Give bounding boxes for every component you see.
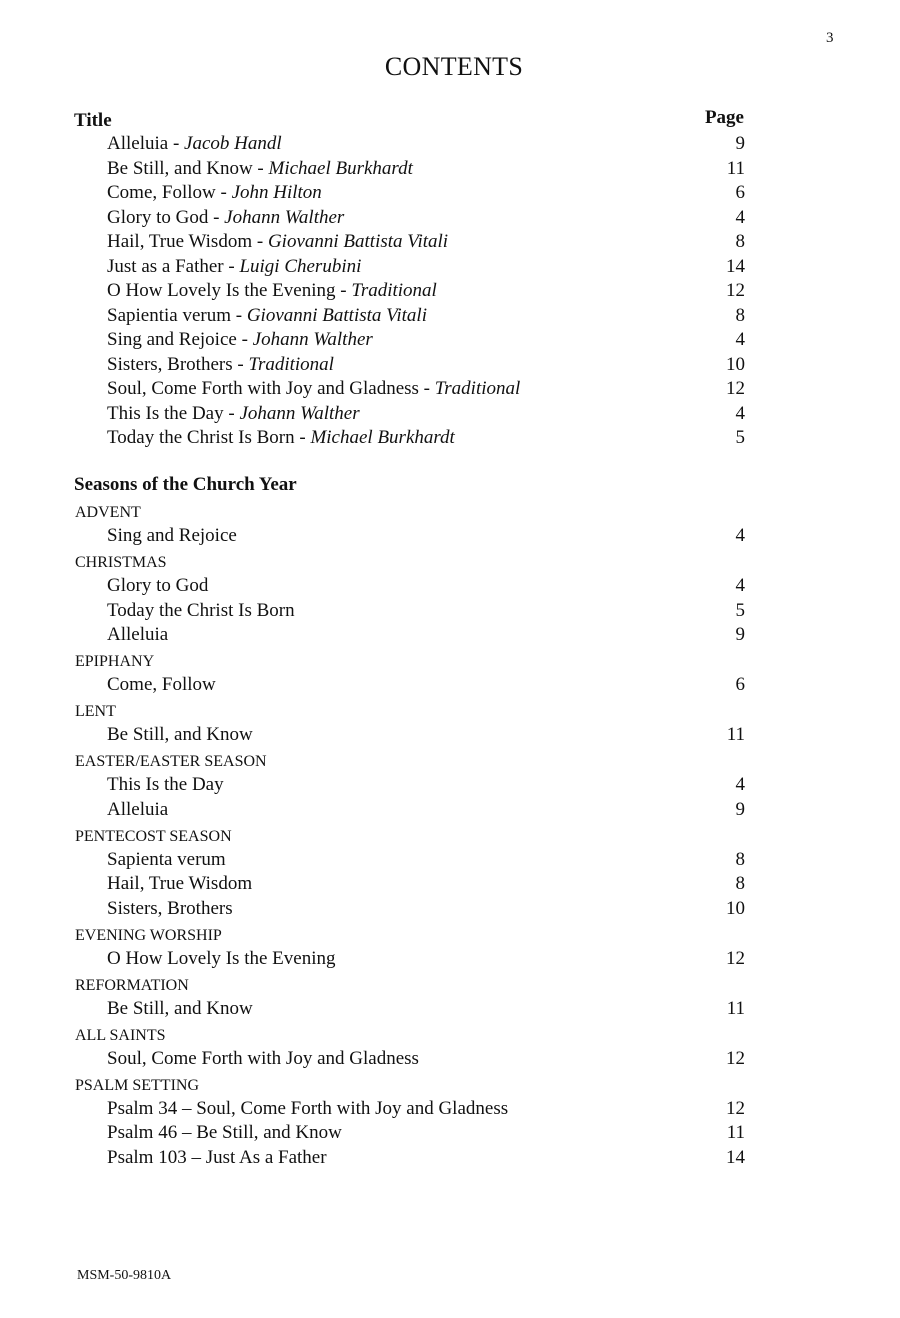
separator: - bbox=[168, 133, 185, 154]
title-entry bbox=[107, 157, 745, 181]
separator: - bbox=[231, 304, 247, 326]
song-title: Psalm 34 – Soul, Come Forth with Joy and Gladness bbox=[107, 1097, 509, 1119]
title-entry bbox=[107, 426, 745, 450]
separator: - bbox=[418, 378, 435, 399]
page-reference: 12 bbox=[726, 947, 745, 969]
separator: - bbox=[252, 231, 268, 252]
season-entry bbox=[107, 1047, 745, 1071]
title-entry bbox=[107, 255, 745, 279]
page-title: CONTENTS bbox=[384, 52, 524, 81]
season-entry bbox=[107, 897, 745, 921]
composer-name: John Hilton bbox=[231, 182, 322, 203]
season-entry bbox=[107, 599, 745, 623]
season-entry bbox=[107, 872, 745, 896]
season-label: EPIPHANY bbox=[75, 653, 155, 670]
composer-name: Traditional bbox=[248, 353, 334, 375]
page-reference: 12 bbox=[726, 378, 745, 399]
song-title: Alleluia bbox=[107, 133, 169, 154]
separator: - bbox=[223, 255, 240, 277]
season-entry bbox=[107, 947, 745, 971]
song-title: Today the Christ Is Born bbox=[107, 599, 295, 621]
page-reference: 12 bbox=[726, 280, 745, 301]
page-reference: 9 bbox=[735, 624, 745, 645]
title-entry bbox=[107, 328, 745, 352]
page-number: 3 bbox=[826, 30, 834, 46]
title-entry bbox=[107, 353, 745, 377]
season-label: PSALM SETTING bbox=[75, 1076, 200, 1094]
season-entry bbox=[107, 623, 745, 647]
song-title: Sapientia verum bbox=[107, 304, 231, 326]
season-label: PENTECOST SEASON bbox=[75, 827, 232, 845]
title-entry bbox=[107, 279, 745, 303]
song-title: O How Lovely Is the Evening bbox=[107, 280, 336, 301]
season-label: ALL SAINTS bbox=[75, 1026, 166, 1044]
song-title: This Is the Day bbox=[107, 402, 224, 424]
season-label: EVENING WORSHIP bbox=[75, 926, 222, 944]
song-title: Come, Follow bbox=[107, 674, 216, 695]
composer-name: Jacob Handl bbox=[184, 133, 282, 154]
song-title: Sisters, Brothers bbox=[107, 897, 233, 919]
composer-name: Traditional bbox=[434, 378, 521, 399]
song-title: O How Lovely Is the Evening bbox=[107, 947, 336, 969]
page-reference: 14 bbox=[726, 255, 745, 277]
page-reference: 4 bbox=[735, 774, 745, 795]
title-entry bbox=[107, 181, 745, 205]
song-title: Psalm 103 – Just As a Father bbox=[107, 1146, 327, 1168]
song-title: Glory to God bbox=[107, 575, 209, 596]
page-reference: 8 bbox=[735, 231, 745, 252]
title-entry bbox=[107, 230, 745, 254]
season-entry bbox=[107, 574, 745, 598]
title-entry bbox=[107, 206, 745, 230]
separator: - bbox=[232, 353, 249, 375]
title-entry bbox=[107, 304, 745, 328]
title-entry bbox=[107, 377, 745, 401]
season-label: LENT bbox=[75, 703, 116, 720]
page-reference: 11 bbox=[726, 724, 745, 745]
composer-name: Giovanni Battista Vitali bbox=[246, 304, 427, 326]
page-reference: 12 bbox=[726, 1047, 745, 1069]
song-title: Alleluia bbox=[107, 624, 169, 645]
page-reference: 4 bbox=[735, 575, 745, 596]
composer-name: Michael Burkhardt bbox=[268, 157, 413, 179]
seasons-heading: Seasons of the Church Year bbox=[74, 474, 297, 495]
page-reference: 12 bbox=[726, 1097, 745, 1119]
page-column-header: Page bbox=[704, 107, 744, 128]
separator: - bbox=[223, 402, 240, 424]
season-entry bbox=[107, 1097, 745, 1121]
song-title: This Is the Day bbox=[107, 774, 224, 795]
composer-name: Traditional bbox=[351, 280, 437, 301]
season-entry bbox=[107, 673, 745, 697]
song-title: Sapienta verum bbox=[107, 848, 226, 870]
season-entry bbox=[107, 997, 745, 1021]
page-reference: 10 bbox=[726, 897, 745, 919]
composer-name: Michael Burkhardt bbox=[310, 427, 455, 448]
title-entry bbox=[107, 132, 745, 156]
song-title: Psalm 46 – Be Still, and Know bbox=[107, 1122, 342, 1143]
season-entry bbox=[107, 848, 745, 872]
season-entry bbox=[107, 524, 745, 548]
composer-name: Luigi Cherubini bbox=[239, 255, 362, 277]
separator: - bbox=[335, 280, 352, 301]
season-entry bbox=[107, 798, 745, 822]
separator: - bbox=[215, 182, 232, 203]
page-reference: 8 bbox=[735, 848, 745, 870]
composer-name: Johann Walther bbox=[239, 402, 360, 424]
title-column-header: Title bbox=[74, 110, 112, 131]
song-title: Sisters, Brothers bbox=[107, 353, 233, 375]
separator: - bbox=[208, 206, 225, 228]
song-title: Be Still, and Know bbox=[107, 997, 253, 1019]
separator: - bbox=[294, 427, 311, 448]
season-entry bbox=[107, 1121, 745, 1145]
song-title: Soul, Come Forth with Joy and Gladness bbox=[107, 1047, 419, 1069]
season-entry bbox=[107, 723, 745, 747]
song-title: Be Still, and Know bbox=[107, 724, 253, 745]
page-reference: 11 bbox=[726, 997, 745, 1019]
page-reference: 10 bbox=[726, 353, 745, 375]
separator: - bbox=[236, 329, 253, 350]
title-entry bbox=[107, 402, 745, 426]
season-entry bbox=[107, 773, 745, 797]
song-title: Come, Follow bbox=[107, 182, 216, 203]
page-reference: 4 bbox=[735, 525, 745, 546]
composer-name: Johann Walther bbox=[252, 329, 373, 350]
season-label: EASTER/EASTER SEASON bbox=[75, 753, 267, 770]
composer-name: Johann Walther bbox=[224, 206, 345, 228]
season-entry bbox=[107, 1146, 745, 1170]
song-title: Sing and Rejoice bbox=[107, 525, 237, 546]
song-title: Hail, True Wisdom bbox=[107, 873, 253, 894]
page-reference: 11 bbox=[726, 157, 745, 179]
song-title: Just as a Father bbox=[107, 255, 224, 277]
page-reference: 9 bbox=[735, 798, 745, 820]
page-reference: 5 bbox=[735, 599, 745, 621]
page-reference: 4 bbox=[735, 329, 745, 350]
page-reference: 4 bbox=[735, 402, 745, 424]
song-title: Alleluia bbox=[107, 798, 169, 820]
song-title: Today the Christ Is Born bbox=[107, 427, 295, 448]
song-title: Hail, True Wisdom bbox=[107, 231, 253, 252]
page-reference: 6 bbox=[735, 674, 745, 695]
page-reference: 6 bbox=[735, 182, 745, 203]
season-label: CHRISTMAS bbox=[75, 554, 167, 571]
page-reference: 11 bbox=[726, 1122, 745, 1143]
separator: - bbox=[252, 157, 269, 179]
song-title: Soul, Come Forth with Joy and Gladness bbox=[107, 378, 419, 399]
page-reference: 8 bbox=[735, 873, 745, 894]
page-reference: 5 bbox=[735, 427, 745, 448]
catalog-code: MSM-50-9810A bbox=[77, 1268, 172, 1283]
song-title: Sing and Rejoice bbox=[107, 329, 237, 350]
season-label: ADVENT bbox=[75, 504, 141, 521]
page-reference: 14 bbox=[726, 1146, 745, 1168]
page-reference: 9 bbox=[735, 133, 745, 154]
page-reference: 8 bbox=[735, 304, 745, 326]
song-title: Glory to God bbox=[107, 206, 209, 228]
page-reference: 4 bbox=[735, 206, 745, 228]
season-label: REFORMATION bbox=[75, 976, 189, 994]
song-title: Be Still, and Know bbox=[107, 157, 253, 179]
composer-name: Giovanni Battista Vitali bbox=[267, 231, 449, 252]
